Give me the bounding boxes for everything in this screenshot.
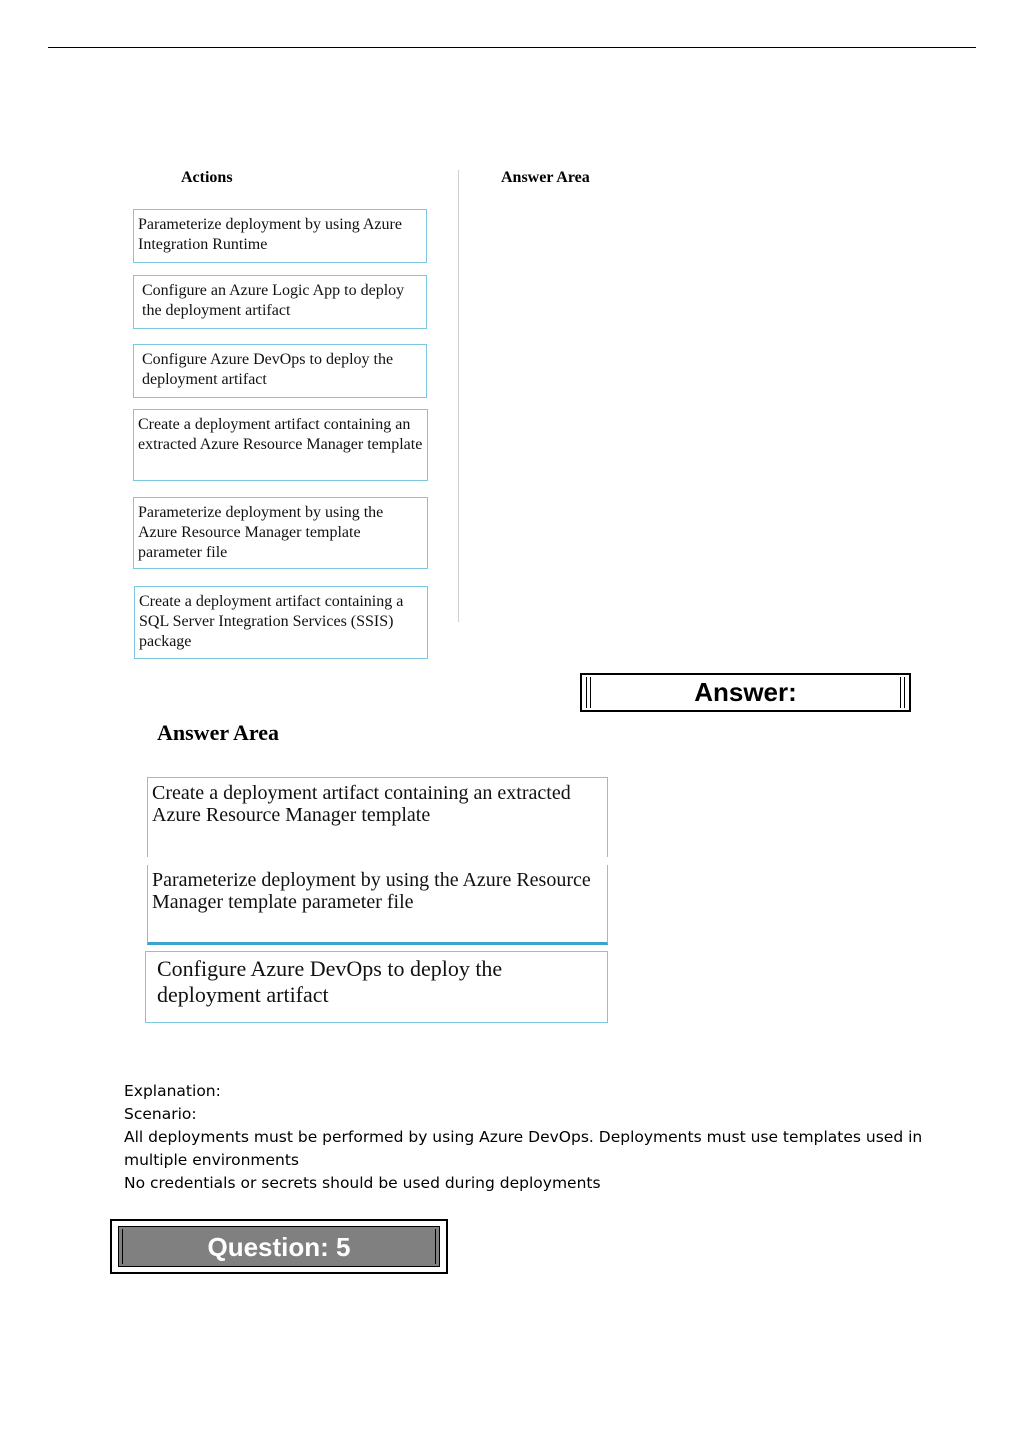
column-divider xyxy=(458,170,459,622)
page-top-rule xyxy=(48,47,976,48)
explanation-block xyxy=(124,1080,928,1195)
action-item-arm-template-artifact[interactable]: Create a deployment artifact containing an extracted Azure Resource Manager template xyxy=(133,409,428,481)
question-number: Question: 5 xyxy=(207,1232,351,1262)
action-item-ssis-artifact[interactable]: Create a deployment artifact containing a SQL Server Integration Services (SSIS) package xyxy=(134,586,428,659)
explanation-label: Explanation: xyxy=(124,1082,221,1100)
action-item-azure-devops[interactable]: Configure Azure DevOps to deploy the deployment artifact xyxy=(133,344,427,398)
explanation-line-devops: All deployments must be performed by using Azure DevOps. Deployments must use templates used in multiple environments xyxy=(124,1128,928,1169)
action-item-arm-parameter-file[interactable]: Parameterize deployment by using the Azure Resource Manager template parameter file xyxy=(133,497,428,569)
question-badge xyxy=(110,1219,448,1274)
answer-area-heading: Answer Area xyxy=(501,169,590,186)
explanation-line-credentials: No credentials or secrets should be used during deployments xyxy=(124,1174,601,1192)
action-item-integration-runtime[interactable]: Parameterize deployment by using Azure Integration Runtime xyxy=(133,209,427,263)
answer-item-2: Parameterize deployment by using the Azure Resource Manager template parameter file xyxy=(147,865,608,945)
answer-item-1: Create a deployment artifact containing an extracted Azure Resource Manager template xyxy=(147,777,608,857)
answer-badge-label: Answer: xyxy=(694,677,797,707)
answer-area-title: Answer Area xyxy=(157,720,280,745)
answer-item-3: Configure Azure DevOps to deploy the deployment artifact xyxy=(145,951,608,1023)
action-item-logic-app[interactable]: Configure an Azure Logic App to deploy the deployment artifact xyxy=(133,275,427,329)
scenario-label: Scenario: xyxy=(124,1105,197,1123)
actions-heading: Actions xyxy=(181,169,233,186)
question-badge-fill xyxy=(118,1226,440,1267)
answer-badge xyxy=(580,673,911,712)
